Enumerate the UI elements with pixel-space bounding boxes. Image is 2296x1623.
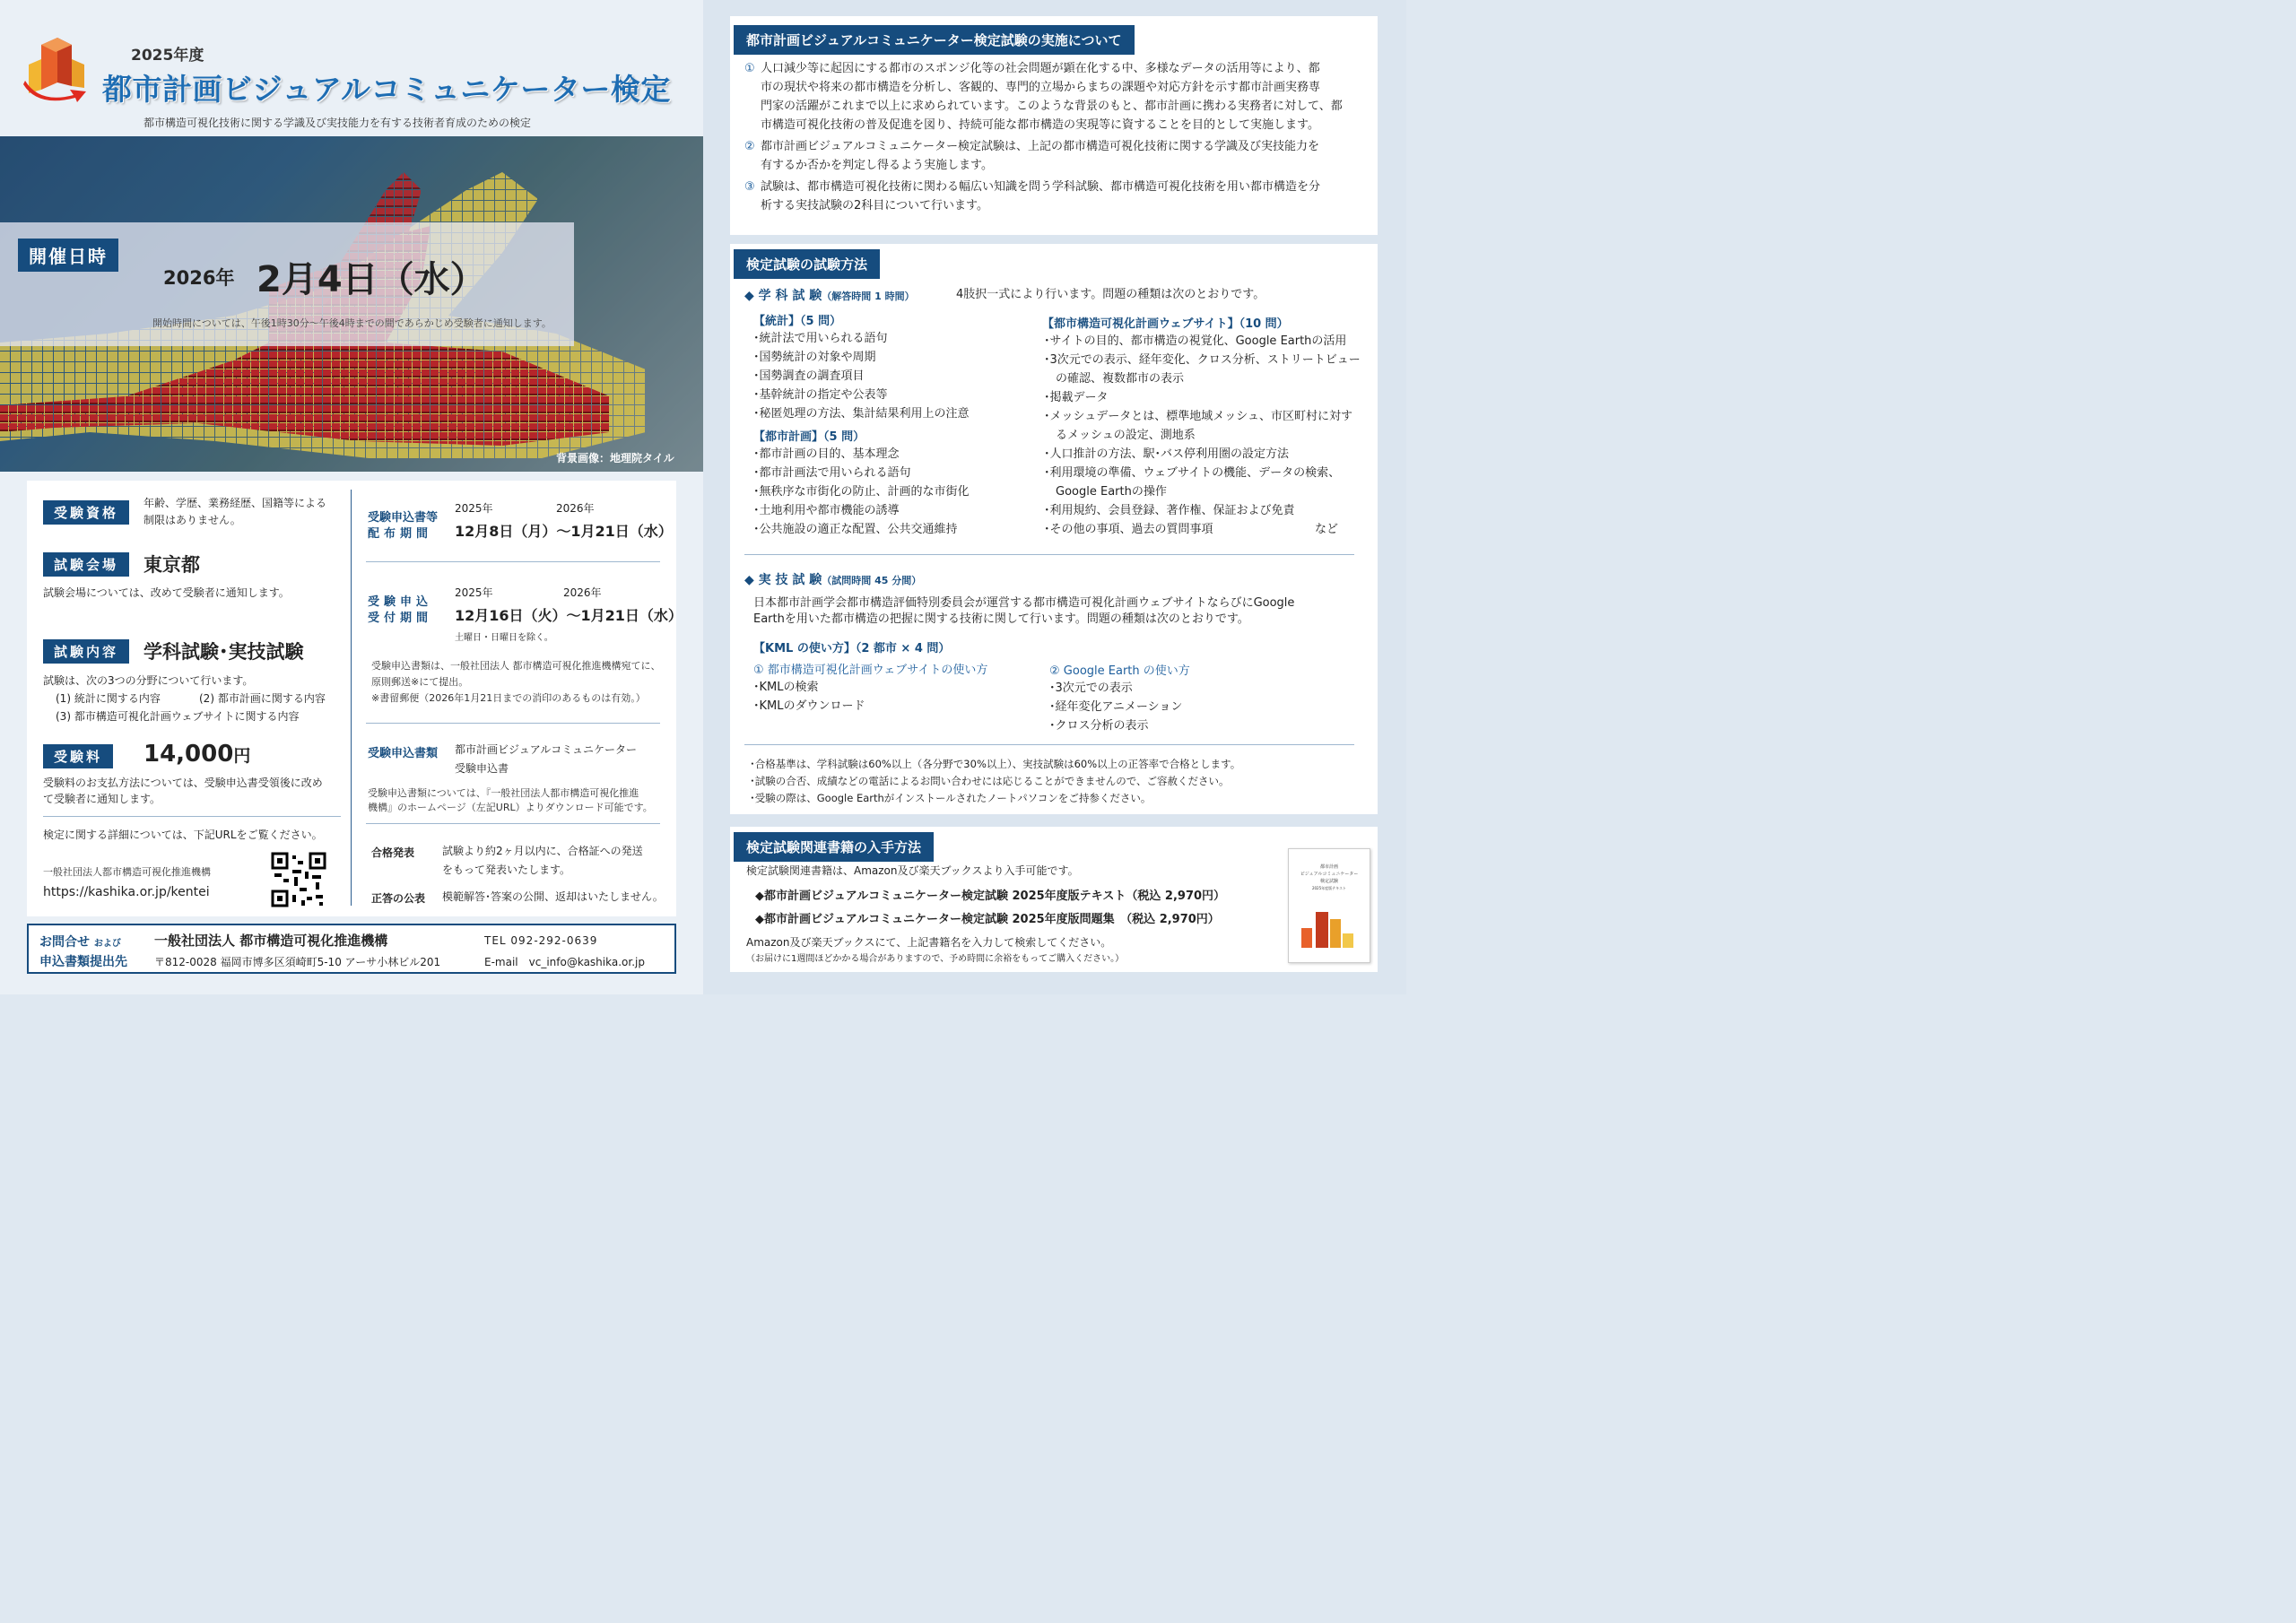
kml1-list xyxy=(753,678,865,716)
application-label2: 受付期間 xyxy=(368,612,433,625)
application-note2: 原則郵送※にて提出。 xyxy=(371,676,469,688)
note-item: ･受験の際は、Google Earthがインストールされたノートパソコンをご持参ください。 xyxy=(750,792,1152,804)
logo-icon xyxy=(22,32,93,102)
plan-list xyxy=(753,445,970,539)
list-item: ･利用環境の準備、ウェブサイトの機能、データの検索、 xyxy=(1044,466,1341,480)
list-item: ･公共施設の適正な配置、公共交通維持 xyxy=(753,523,958,536)
hero-date: 2月4日（水） xyxy=(257,259,486,300)
about-p3-line2: 析する実技試験の2科目について行います。 xyxy=(761,199,988,213)
form-label: 受験申込書類 xyxy=(368,747,439,760)
form-value1: 都市計画ビジュアルコミュニケーター xyxy=(455,743,638,756)
application-exclusion: 土曜日・日曜日を除く。 xyxy=(455,633,553,643)
list-item: ･都市計画法で用いられる語句 xyxy=(753,466,911,480)
form-note2: 機構』のホームページ（左記URL）よりダウンロード可能です。 xyxy=(368,802,653,813)
contact-tel: TEL 092-292-0639 xyxy=(484,934,598,947)
list-item: ･利用規約、会員登録、著作権、保証および免責 xyxy=(1044,504,1295,517)
form-note1: 受験申込書類については、『一般社団法人都市構造可視化推進 xyxy=(368,787,639,799)
hero-map xyxy=(0,136,703,472)
book1: ◆都市計画ビジュアルコミュニケーター検定試験 2025年度版テキスト（税込 2,970円） xyxy=(755,890,1226,903)
content-value: 学科試験･実技試験 xyxy=(144,641,304,663)
fee-unit: 円 xyxy=(233,746,251,766)
fee-value xyxy=(144,741,250,768)
list-item: ･クロス分析の表示 xyxy=(1049,719,1149,733)
separator xyxy=(366,723,660,724)
list-item: ･その他の事項、過去の質問事項 xyxy=(1044,523,1213,536)
written-time: （解答時間 1 時間） xyxy=(822,291,915,302)
kml2-title: ② Google Earth の使い方 xyxy=(1049,664,1190,678)
answers-text: 模範解答･答案の公開、返却はいたしません。 xyxy=(442,890,664,903)
books-intro: 検定試験関連書籍は、Amazon及び楽天ブックスより入手可能です。 xyxy=(746,864,1079,877)
list-item: ･サイトの目的、都市構造の視覚化、Google Earthの活用 xyxy=(1044,334,1347,348)
list-item: の確認、複数都市の表示 xyxy=(1044,372,1185,386)
details-org: 一般社団法人都市構造可視化推進機構 xyxy=(43,866,211,878)
about-item-2: ② 都市計画ビジュアルコミュニケーター検定試験は、上記の都市構造可視化技術に関する学識及び実技能力を 有するか否かを判定し得るよう実施します。 xyxy=(744,137,1363,175)
content-item3: (3) 都市構造可視化計画ウェブサイトに関する内容 xyxy=(56,710,300,723)
stats-list xyxy=(753,329,970,423)
cover-line: 都市計画 xyxy=(1319,864,1338,870)
list-item: ･人口推計の方法、駅･バス停利用圏の設定方法 xyxy=(1044,447,1290,461)
qr-code-icon[interactable] xyxy=(271,852,326,907)
pass-text1: 試験より約2ヶ月以内に、合格証への発送 xyxy=(442,845,643,857)
venue-value: 東京都 xyxy=(144,554,200,576)
qualification-text1: 年齢、学歴、業務経歴、国籍等による xyxy=(144,497,327,509)
note-item: ･合格基準は、学科試験は60%以上（各分野で30%以上）、実技試験は60%以上の正答率で合格とします。 xyxy=(750,758,1241,770)
contact-label2: 申込書類提出先 xyxy=(39,955,127,969)
book-bars-icon xyxy=(1289,892,1371,955)
hero-credit: 背景画像：地理院タイル xyxy=(556,452,674,464)
about-p3-line1: 試験は、都市構造可視化技術に関わる幅広い知識を問う学科試験、都市構造可視化技術を用い都市構造を分 xyxy=(761,180,1321,194)
about-p2-line1: 都市計画ビジュアルコミュニケーター検定試験は、上記の都市構造可視化技術に関する学識及び実技能力を xyxy=(761,140,1319,153)
application-year1: 2025年 xyxy=(455,586,493,599)
application-note3: ※書留郵便（2026年1月21日までの消印のあるものは有効。） xyxy=(371,692,646,704)
content-item2: (2) 都市計画に関する内容 xyxy=(199,692,326,705)
qualification-text2: 制限はありません。 xyxy=(144,514,241,526)
details-text: 検定に関する詳細については、下記URLをご覧ください。 xyxy=(43,829,323,841)
distribution-label1: 受験申込書等 xyxy=(368,511,439,525)
application-label1: 受験申込 xyxy=(368,595,433,609)
books-note2: （お届けに1週間ほどかかる場合がありますので、予め時間に余裕をもってご購入ください。） xyxy=(746,954,1125,964)
method-notes xyxy=(750,756,1240,807)
about-p1-line2: 市の現状や将来の都市構造を分析し、客観的、専門的立場からまちの課題や対応方針を示す都市計画実務専 xyxy=(761,81,1321,94)
left-page xyxy=(0,0,703,994)
list-item: Google Earthの操作 xyxy=(1044,485,1167,499)
hero-time-note: 開始時間については、午後1時30分～午後4時までの間であらかじめ受験者に通知します。 xyxy=(152,317,552,329)
header-year: 2025年度 xyxy=(131,47,204,65)
list-item: ･秘匿処理の方法、集計結果利用上の注意 xyxy=(753,407,970,421)
hero-label: 開催日時 xyxy=(18,239,118,272)
right-page xyxy=(703,0,1406,994)
written-desc: 4肢択一式により行います。問題の種類は次のとおりです。 xyxy=(956,288,1265,301)
practical-time: （試問時間 45 分間） xyxy=(822,575,922,586)
books-heading: 検定試験関連書籍の入手方法 xyxy=(734,832,934,862)
answers-label: 正答の公表 xyxy=(371,892,426,905)
separator xyxy=(744,554,1354,555)
cover-line: 2025年度版テキスト xyxy=(1311,886,1347,890)
method-heading: 検定試験の試験方法 xyxy=(734,249,880,279)
contact-org: 一般社団法人 都市構造可視化推進機構 xyxy=(154,933,388,949)
distribution-label2: 配布期間 xyxy=(368,527,433,541)
pass-text2: をもって発表いたします。 xyxy=(442,864,571,876)
contact-and: および xyxy=(93,939,121,949)
list-item: ･3次元での表示、経年変化、クロス分析、ストリートビュー xyxy=(1044,353,1361,367)
details-url[interactable]: https://kashika.or.jp/kentei xyxy=(43,885,210,899)
contact-email[interactable]: E-mail vc_info@kashika.or.jp xyxy=(484,956,645,968)
distribution-period: 12月8日（月）～1月21日（水） xyxy=(455,523,673,540)
plan-title: 【都市計画】（5 問） xyxy=(753,430,865,444)
header-subtitle: 都市構造可視化技術に関する学識及び実技能力を有する技術者育成のための検定 xyxy=(144,117,532,129)
fee-note1: 受験料のお支払方法については、受験申込書受領後に改め xyxy=(43,777,323,789)
hero-year: 2026年 xyxy=(163,267,235,289)
contact-label1-text: お問合せ xyxy=(39,935,90,950)
contact-address: 〒812-0028 福岡市博多区須崎町5-10 アーサ小林ビル201 xyxy=(154,956,441,968)
web-list xyxy=(1044,332,1361,539)
cover-line: ビジュアルコミュニケーター xyxy=(1300,872,1359,877)
about-heading: 都市計画ビジュアルコミュニケーター検定試験の実施について xyxy=(734,25,1135,55)
list-item: ･KMLのダウンロード xyxy=(753,699,865,713)
list-item: ･土地利用や都市機能の誘導 xyxy=(753,504,900,517)
books-note1: Amazon及び楽天ブックスにて、上記書籍名を入力して検索してください。 xyxy=(746,936,1112,949)
kml-title: 【KML の使い方】（2 都市 × 4 問） xyxy=(753,642,951,655)
form-value2: 受験申込書 xyxy=(455,762,509,775)
about-item-3: ③ 試験は、都市構造可視化技術に関わる幅広い知識を問う学科試験、都市構造可視化技術を用い都市構造を分 析する実技試験の2科目について行います。 xyxy=(744,178,1363,215)
kml1-title: ① 都市構造可視化計画ウェブサイトの使い方 xyxy=(753,664,988,677)
kml2-list xyxy=(1049,679,1182,735)
venue-note: 試験会場については、改めて受験者に通知します。 xyxy=(43,586,290,599)
separator xyxy=(744,744,1354,745)
about-p2-line2: 有するか否かを判定し得るよう実施します。 xyxy=(761,159,993,172)
note-item: ･試験の合否、成績などの電話によるお問い合わせには応じることができませんので、ご容赦ください。 xyxy=(750,775,1230,787)
fee-note2: て受験者に通知します。 xyxy=(43,793,161,805)
qualification-label: 受験資格 xyxy=(43,500,129,525)
practical-desc2: Earthを用いた都市構造の把握に関する技術に関して行います。問題の種類は次のとおりです。 xyxy=(753,612,1249,626)
list-item: ･統計法で用いられる語句 xyxy=(753,332,888,345)
list-item: ･KMLの検索 xyxy=(753,681,819,694)
list-item: ･都市計画の目的、基本理念 xyxy=(753,447,900,461)
application-period: 12月16日（火）～1月21日（水） xyxy=(455,607,683,624)
list-item: ･基幹統計の指定や公表等 xyxy=(753,388,888,402)
contact-label1 xyxy=(39,933,121,950)
about-item-1: ① 人口減少等に起因にする都市のスポンジ化等の社会問題が顕在化する中、多様なデータの活用等により、都 市の現状や将来の都市構造を分析し、客観的、専門的立場からまちの課題や対応方針を示す都市計画実務専 門家の活躍がこれまで以上に求められています。このような背景のもと、都市計画に携わる実務者に対して、都 市構造可視化技術の普及促進を図り、持続可能な都市構造の実現等に資することを目的として実施します。 xyxy=(744,59,1363,135)
cover-line: 検定試験 xyxy=(1319,879,1338,884)
application-year2: 2026年 xyxy=(563,586,602,599)
content-item1: (1) 統計に関する内容 xyxy=(56,692,161,705)
list-item: ･無秩序な市街化の防止、計画的な市街化 xyxy=(753,485,970,499)
separator xyxy=(366,823,660,824)
separator xyxy=(366,561,660,562)
fee-label: 受験料 xyxy=(43,744,113,768)
pass-label: 合格発表 xyxy=(371,846,415,859)
content-label: 試験内容 xyxy=(43,639,129,664)
header-title: 都市計画ビジュアルコミュニケーター検定 xyxy=(102,72,671,107)
application-note1: 受験申込書類は、一般社団法人 都市構造可視化推進機構宛てに、 xyxy=(371,660,661,672)
fee-amount: 14,000 xyxy=(144,741,234,768)
practical-title-text: ◆ 実 技 試 験 xyxy=(744,573,822,587)
content-note: 試験は、次の3つの分野について行います。 xyxy=(43,674,254,687)
about-p1-line4: 市構造可視化技術の普及促進を図り、持続可能な都市構造の実現等に資することを目的として実施します。 xyxy=(761,118,1319,132)
separator xyxy=(43,816,341,817)
list-item: ･3次元での表示 xyxy=(1049,681,1133,695)
distribution-year1: 2025年 xyxy=(455,502,493,515)
list-item: ･メッシュデータとは、標準地域メッシュ、市区町村に対す xyxy=(1044,410,1352,423)
about-paragraphs xyxy=(744,59,1363,215)
written-title xyxy=(744,286,915,304)
list-item: るメッシュの設定、測地系 xyxy=(1044,429,1196,442)
book2: ◆都市計画ビジュアルコミュニケーター検定試験 2025年度版問題集 （税込 2,970円） xyxy=(755,913,1220,926)
written-title-text: ◆ 学 科 試 験 xyxy=(744,289,822,303)
distribution-year2: 2026年 xyxy=(556,502,595,515)
web-etc: など xyxy=(1315,523,1339,536)
web-title: 【都市構造可視化計画ウェブサイト】（10 問） xyxy=(1042,317,1289,331)
list-item: ･掲載データ xyxy=(1044,391,1109,404)
venue-label: 試験会場 xyxy=(43,552,129,577)
about-p1-line1: 人口減少等に起因にする都市のスポンジ化等の社会問題が顕在化する中、多様なデータの活用等により、都 xyxy=(761,62,1320,75)
book-cover xyxy=(1288,848,1370,963)
divider xyxy=(351,490,352,906)
stats-title: 【統計】（5 問） xyxy=(753,315,842,328)
practical-desc1: 日本都市計画学会都市構造評価特別委員会が運営する都市構造可視化計画ウェブサイトならびにGoogle xyxy=(753,596,1295,610)
list-item: ･経年変化アニメーション xyxy=(1049,700,1183,714)
list-item: ･国勢統計の対象や周期 xyxy=(753,351,876,364)
about-p1-line3: 門家の活躍がこれまで以上に求められています。このような背景のもと、都市計画に携わる実務者に対して、都 xyxy=(761,100,1343,113)
book-cover-title xyxy=(1289,864,1370,892)
list-item: ･国勢調査の調査項目 xyxy=(753,369,865,383)
practical-title xyxy=(744,570,921,588)
